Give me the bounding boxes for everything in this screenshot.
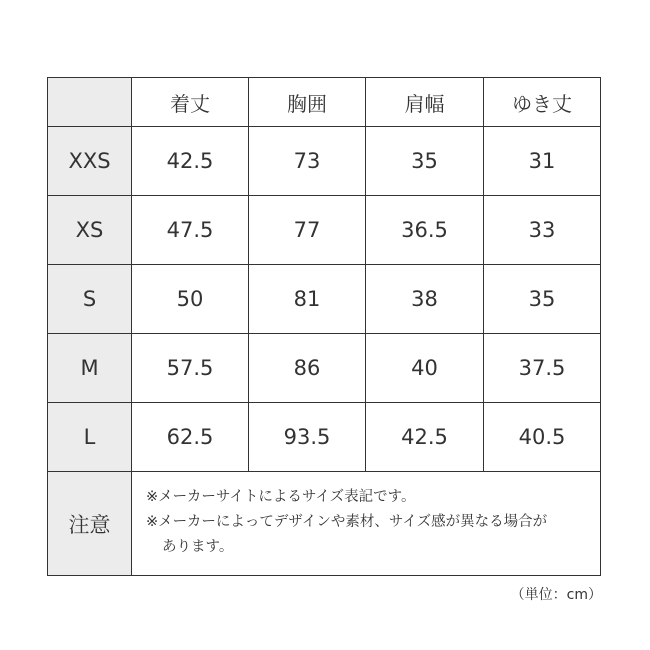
- header-corner: [48, 78, 132, 127]
- note-line: あります。: [162, 539, 234, 555]
- cell-shoulder: 38: [366, 265, 484, 334]
- table-row: [48, 127, 601, 196]
- unit-label: （単位：cm）: [510, 587, 602, 603]
- header-shoulder: 肩幅: [366, 78, 484, 127]
- cell-length: 42.5: [132, 127, 249, 196]
- header-chest: 胸囲: [249, 78, 366, 127]
- cell-chest: 93.5: [249, 403, 366, 472]
- table-row: [48, 265, 601, 334]
- cell-shoulder: 35: [366, 127, 484, 196]
- cell-shoulder: 42.5: [366, 403, 484, 472]
- cell-chest: 81: [249, 265, 366, 334]
- cell-chest: 86: [249, 334, 366, 403]
- cell-length: 47.5: [132, 196, 249, 265]
- cell-sleeve: 37.5: [484, 334, 601, 403]
- note-label: 注意: [48, 472, 132, 576]
- size-label: M: [48, 334, 132, 403]
- size-label: XXS: [48, 127, 132, 196]
- size-label: L: [48, 403, 132, 472]
- cell-chest: 73: [249, 127, 366, 196]
- cell-length: 50: [132, 265, 249, 334]
- cell-length: 62.5: [132, 403, 249, 472]
- header-sleeve: ゆき丈: [484, 78, 601, 127]
- cell-shoulder: 40: [366, 334, 484, 403]
- cell-shoulder: 36.5: [366, 196, 484, 265]
- header-length: 着丈: [132, 78, 249, 127]
- table-row: [48, 334, 601, 403]
- note-line: ※メーカーによってデザインや素材、サイズ感が異なる場合が: [146, 514, 548, 530]
- header-row: [48, 78, 601, 127]
- cell-sleeve: 40.5: [484, 403, 601, 472]
- note-line: ※メーカーサイトによるサイズ表記です。: [146, 489, 416, 505]
- size-label: XS: [48, 196, 132, 265]
- size-chart-table: [47, 77, 601, 576]
- table-row: [48, 196, 601, 265]
- cell-length: 57.5: [132, 334, 249, 403]
- cell-sleeve: 33: [484, 196, 601, 265]
- table-row: [48, 403, 601, 472]
- cell-sleeve: 35: [484, 265, 601, 334]
- note-text: [132, 472, 601, 576]
- size-label: S: [48, 265, 132, 334]
- cell-sleeve: 31: [484, 127, 601, 196]
- cell-chest: 77: [249, 196, 366, 265]
- note-row: [48, 472, 601, 576]
